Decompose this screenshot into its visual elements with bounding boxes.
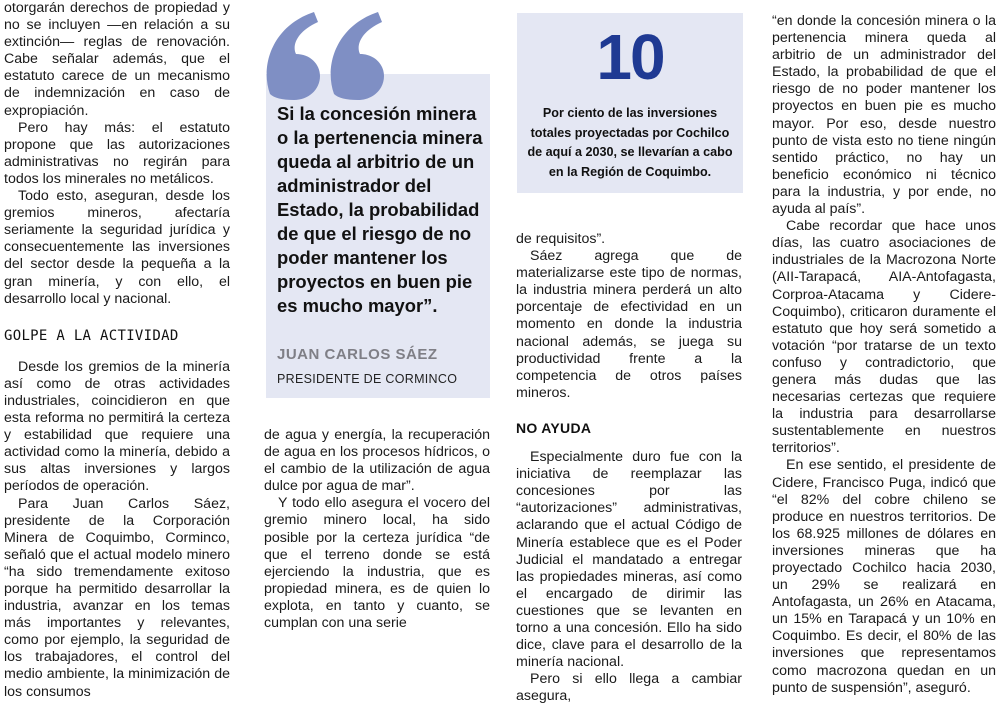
- stat-description: Por ciento de las inversiones totales proyectadas por Cochilco de aquí a 2030, se llevarían a cabo en la Región de Coquimbo.: [527, 106, 733, 179]
- paragraph: Pero hay más: el estatuto propone que las autorizaciones administrativas no regirán para todos los minerales no metálicos.: [4, 119, 230, 187]
- paragraph: Para Juan Carlos Sáez, presidente de la Corporación Minera de Coquimbo, Corminco, señaló que el actual modelo minero “ha sido tremendamente exitoso porque ha permitido desarrollar la industria, avanzar en los temas más importantes y relevantes, como por ejemplo, la seguridad de los trabajadores, el control del medio ambiente, la minimización de los consumos: [4, 495, 230, 700]
- section-heading: NO AYUDA: [516, 419, 592, 436]
- quote-author-role: PRESIDENTE DE CORMINCO: [277, 372, 458, 386]
- quote-author: JUAN CARLOS SÁEZ: [277, 346, 438, 363]
- paragraph: Desde los gremios de la minería así como de otras actividades industriales, coincidieron en que esta reforma no permitirá la certeza y estabilidad que requiere una actividad como la minería, debido a sus altas inversiones y largos períodos de operación.: [4, 358, 230, 495]
- paragraph: Cabe recordar que hace unos días, las cuatro asociaciones de industriales de la Macrozona Norte (AII-Tarapacá, AIA-Antofagasta, Corproa-Atacama y Cidere-Coquimbo), criticaron duramente el estatuto que hoy será sometido a votación “por tratarse de un texto confuso y contradictorio, que genera más dudas que las necesarias certezas que requiere la industria para desarrollarse sustentablemente en nuestros territorios”.: [772, 218, 996, 457]
- paragraph: otorgarán derechos de propiedad y no se incluyen —en relación a su extinción— reglas de renovación. Cabe señalar además, que el estatuto carece de un mecanismo de indemnización en caso de expropiación.: [4, 0, 230, 119]
- article-column-1: [4, 0, 230, 701]
- section-heading: GOLPE A LA ACTIVIDAD: [4, 327, 179, 344]
- paragraph: Sáez agrega que de materializarse este tipo de normas, la industria minera perderá un alto porcentaje de efectividad en un momento en donde la industria nacional además, se juega su productividad frente a la competencia de otros países mineros.: [516, 248, 742, 401]
- article-column-3: [516, 231, 742, 705]
- paragraph: de requisitos”.: [516, 231, 606, 247]
- paragraph: Pero si ello llega a cambiar asegura,: [516, 671, 742, 705]
- paragraph: En ese sentido, el presidente de Cidere, Francisco Puga, indicó que “el 82% del cobre chileno se produce en nuestros territorios. De los 68.925 millones de dólares en inversiones mineras que ha proyectado Cochilco hacia 2030, un 29% se realizará en Antofagasta, un 26% en Atacama, un 15% en Tarapacá y un 10% en Coquimbo. Es decir, el 80% de las inversiones que representamos como macrozona quedan en un punto de suspensión”, aseguró.: [772, 457, 996, 696]
- paragraph: Todo esto, aseguran, desde los gremios mineros, afectaría seriamente la seguridad jurídica y consecuentemente las inversiones del sector desde la pequeña a la gran minería, y con ello, el desarrollo local y nacional.: [4, 188, 230, 307]
- paragraph: Y todo ello asegura el vocero del gremio minero local, ha sido posible por la certeza jurídica “de que el terreno donde se está ejerciendo la industria, que es propiedad minera, es de quien lo explota, en tanto y cuanto, se cumplan con una serie: [264, 495, 490, 632]
- stat-number: 10: [596, 21, 664, 93]
- paragraph: Especialmente duro fue con la iniciativa de reemplazar las concesiones por las “autorizaciones” administrativas, aclarando que el actual Código de Minería establece que es el Poder Judicial el mandatado a entregar las propiedades mineras, así como el encargado de dirimir las cuestiones que se levanten en torno a una concesión. Ello ha sido dice, clave para el desarrollo de la minería nacional.: [516, 449, 742, 671]
- paragraph: de agua y energía, la recuperación de agua en los procesos hídricos, o el cambio de la utilización de agua dulce por agua de mar”.: [264, 427, 490, 495]
- pull-quote-text: Si la concesión minera o la pertenencia minera queda al arbitrio de un administrador del Estado, la probabilidad de que el riesgo de no poder mantener los proyectos en buen pie es mucho mayor”.: [277, 103, 483, 316]
- article-column-2: [264, 427, 490, 632]
- paragraph: “en donde la concesión minera o la pertenencia minera queda al arbitrio de un administrador del Estado, la probabilidad de que el riesgo de no poder mantener los proyectos en buen pie es mucho mayor. Por eso, desde nuestro punto de vista esto no tiene ningún sentido práctico, no hay un beneficio económico ni técnico para la industria, y por ende, no ayuda al país”.: [772, 13, 996, 218]
- quotation-mark-icon: [262, 6, 392, 106]
- article-column-4: [772, 13, 996, 697]
